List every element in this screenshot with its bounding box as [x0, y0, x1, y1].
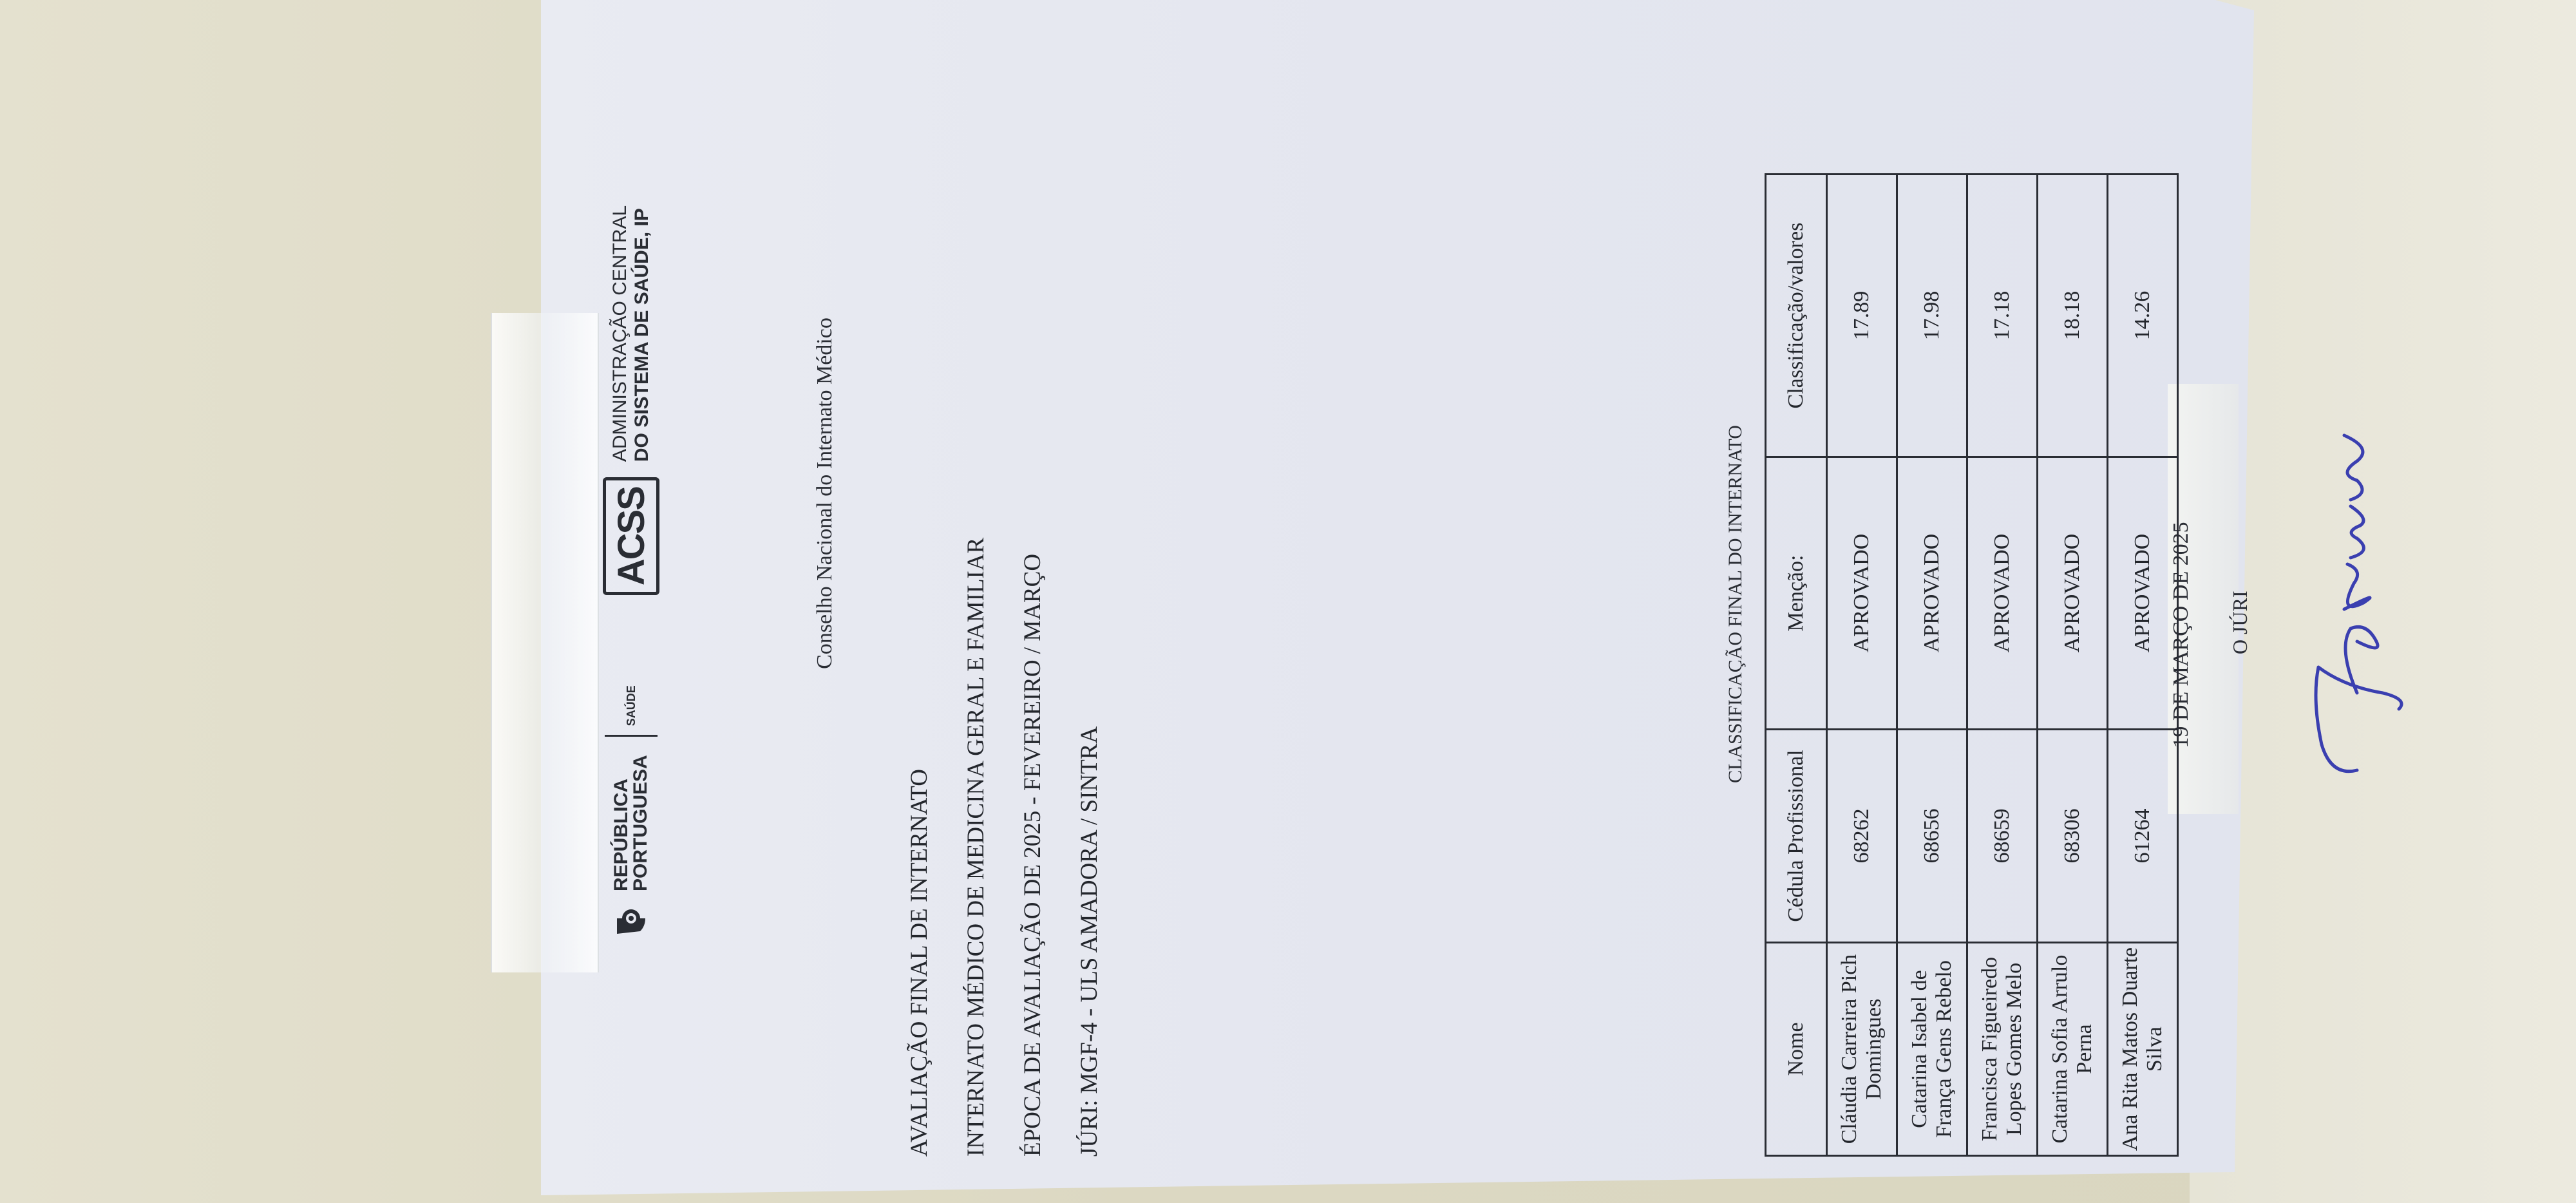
cell-mencao: APROVADO [1827, 457, 1897, 730]
republica-emblem-icon [612, 902, 650, 938]
cell-nome: Cláudia Carreira Pich Domingues [1827, 943, 1897, 1156]
cell-mencao: APROVADO [2108, 457, 2178, 730]
cell-classificacao: 17.89 [1827, 175, 1897, 457]
acss-line2: DO SISTEMA DE SAÚDE, IP [631, 208, 652, 462]
cell-nome: Catarina Isabel de França Gens Rebelo [1897, 943, 1967, 1156]
cell-cedula: 61264 [2108, 730, 2178, 943]
header-mencao: Menção: [1766, 457, 1827, 730]
cell-nome: Francisca Figueiredo Lopes Gomes Melo [1967, 943, 2038, 1156]
evaluation-title: AVALIAÇÃO FINAL DE INTERNATO [906, 769, 933, 1157]
header-nome: Nome [1766, 943, 1827, 1156]
document-date: 19 DE MARÇO DE 2025 [2169, 522, 2193, 748]
cell-cedula: 68656 [1897, 730, 1967, 943]
cell-classificacao: 17.98 [1897, 175, 1967, 457]
republica-line: REPÚBLICA [611, 778, 632, 891]
table-header-row [1766, 175, 1827, 1156]
cell-classificacao: 18.18 [2038, 175, 2108, 457]
table-row [2108, 175, 2178, 1156]
acss-name [609, 205, 653, 462]
acss-line1: ADMINISTRAÇÃO CENTRAL [609, 205, 630, 462]
cell-nome: Ana Rita Matos Duarte Silva [2108, 943, 2178, 1156]
evaluation-period-line: ÉPOCA DE AVALIAÇÃO DE 2025 - FEVEREIRO / MARÇO [1019, 553, 1046, 1157]
logo-divider [605, 735, 658, 737]
acss-logo: ACSS [603, 477, 659, 595]
cell-classificacao: 17.18 [1967, 175, 2038, 457]
republica-portuguesa-logo [612, 755, 650, 891]
cell-cedula: 68262 [1827, 730, 1897, 943]
classification-table [1765, 173, 2179, 1157]
handwritten-signature [2260, 397, 2415, 796]
jury-line: JÚRI: MGF-4 - ULS AMADORA / SINTRA [1076, 726, 1103, 1157]
header-classificacao: Classificação/valores [1766, 175, 1827, 457]
cell-cedula: 68659 [1967, 730, 2038, 943]
table-row [1897, 175, 1967, 1156]
cell-mencao: APROVADO [1897, 457, 1967, 730]
document-content [541, 0, 2254, 1195]
table-row [1827, 175, 1897, 1156]
cell-classificacao: 14.26 [2108, 175, 2178, 457]
council-title: Conselho Nacional do Internato Médico [813, 317, 837, 669]
saude-label: SAÚDE [624, 685, 638, 726]
cell-nome: Catarina Sofia Arrulo Perna [2038, 943, 2108, 1156]
table-row [1967, 175, 2038, 1156]
internship-line: INTERNATO MÉDICO DE MEDICINA GERAL E FAMILIAR [963, 537, 989, 1157]
portuguesa-line: PORTUGUESA [630, 755, 651, 891]
header-cedula: Cédula Profissional [1766, 730, 1827, 943]
table-row [2038, 175, 2108, 1156]
header-logos [586, 205, 676, 938]
cell-mencao: APROVADO [1967, 457, 2038, 730]
jury-signature-label: O JÚRI [2228, 591, 2251, 654]
table-title: CLASSIFICAÇÃO FINAL DO INTERNATO [1725, 425, 1746, 783]
cell-cedula: 68306 [2038, 730, 2108, 943]
cell-mencao: APROVADO [2038, 457, 2108, 730]
